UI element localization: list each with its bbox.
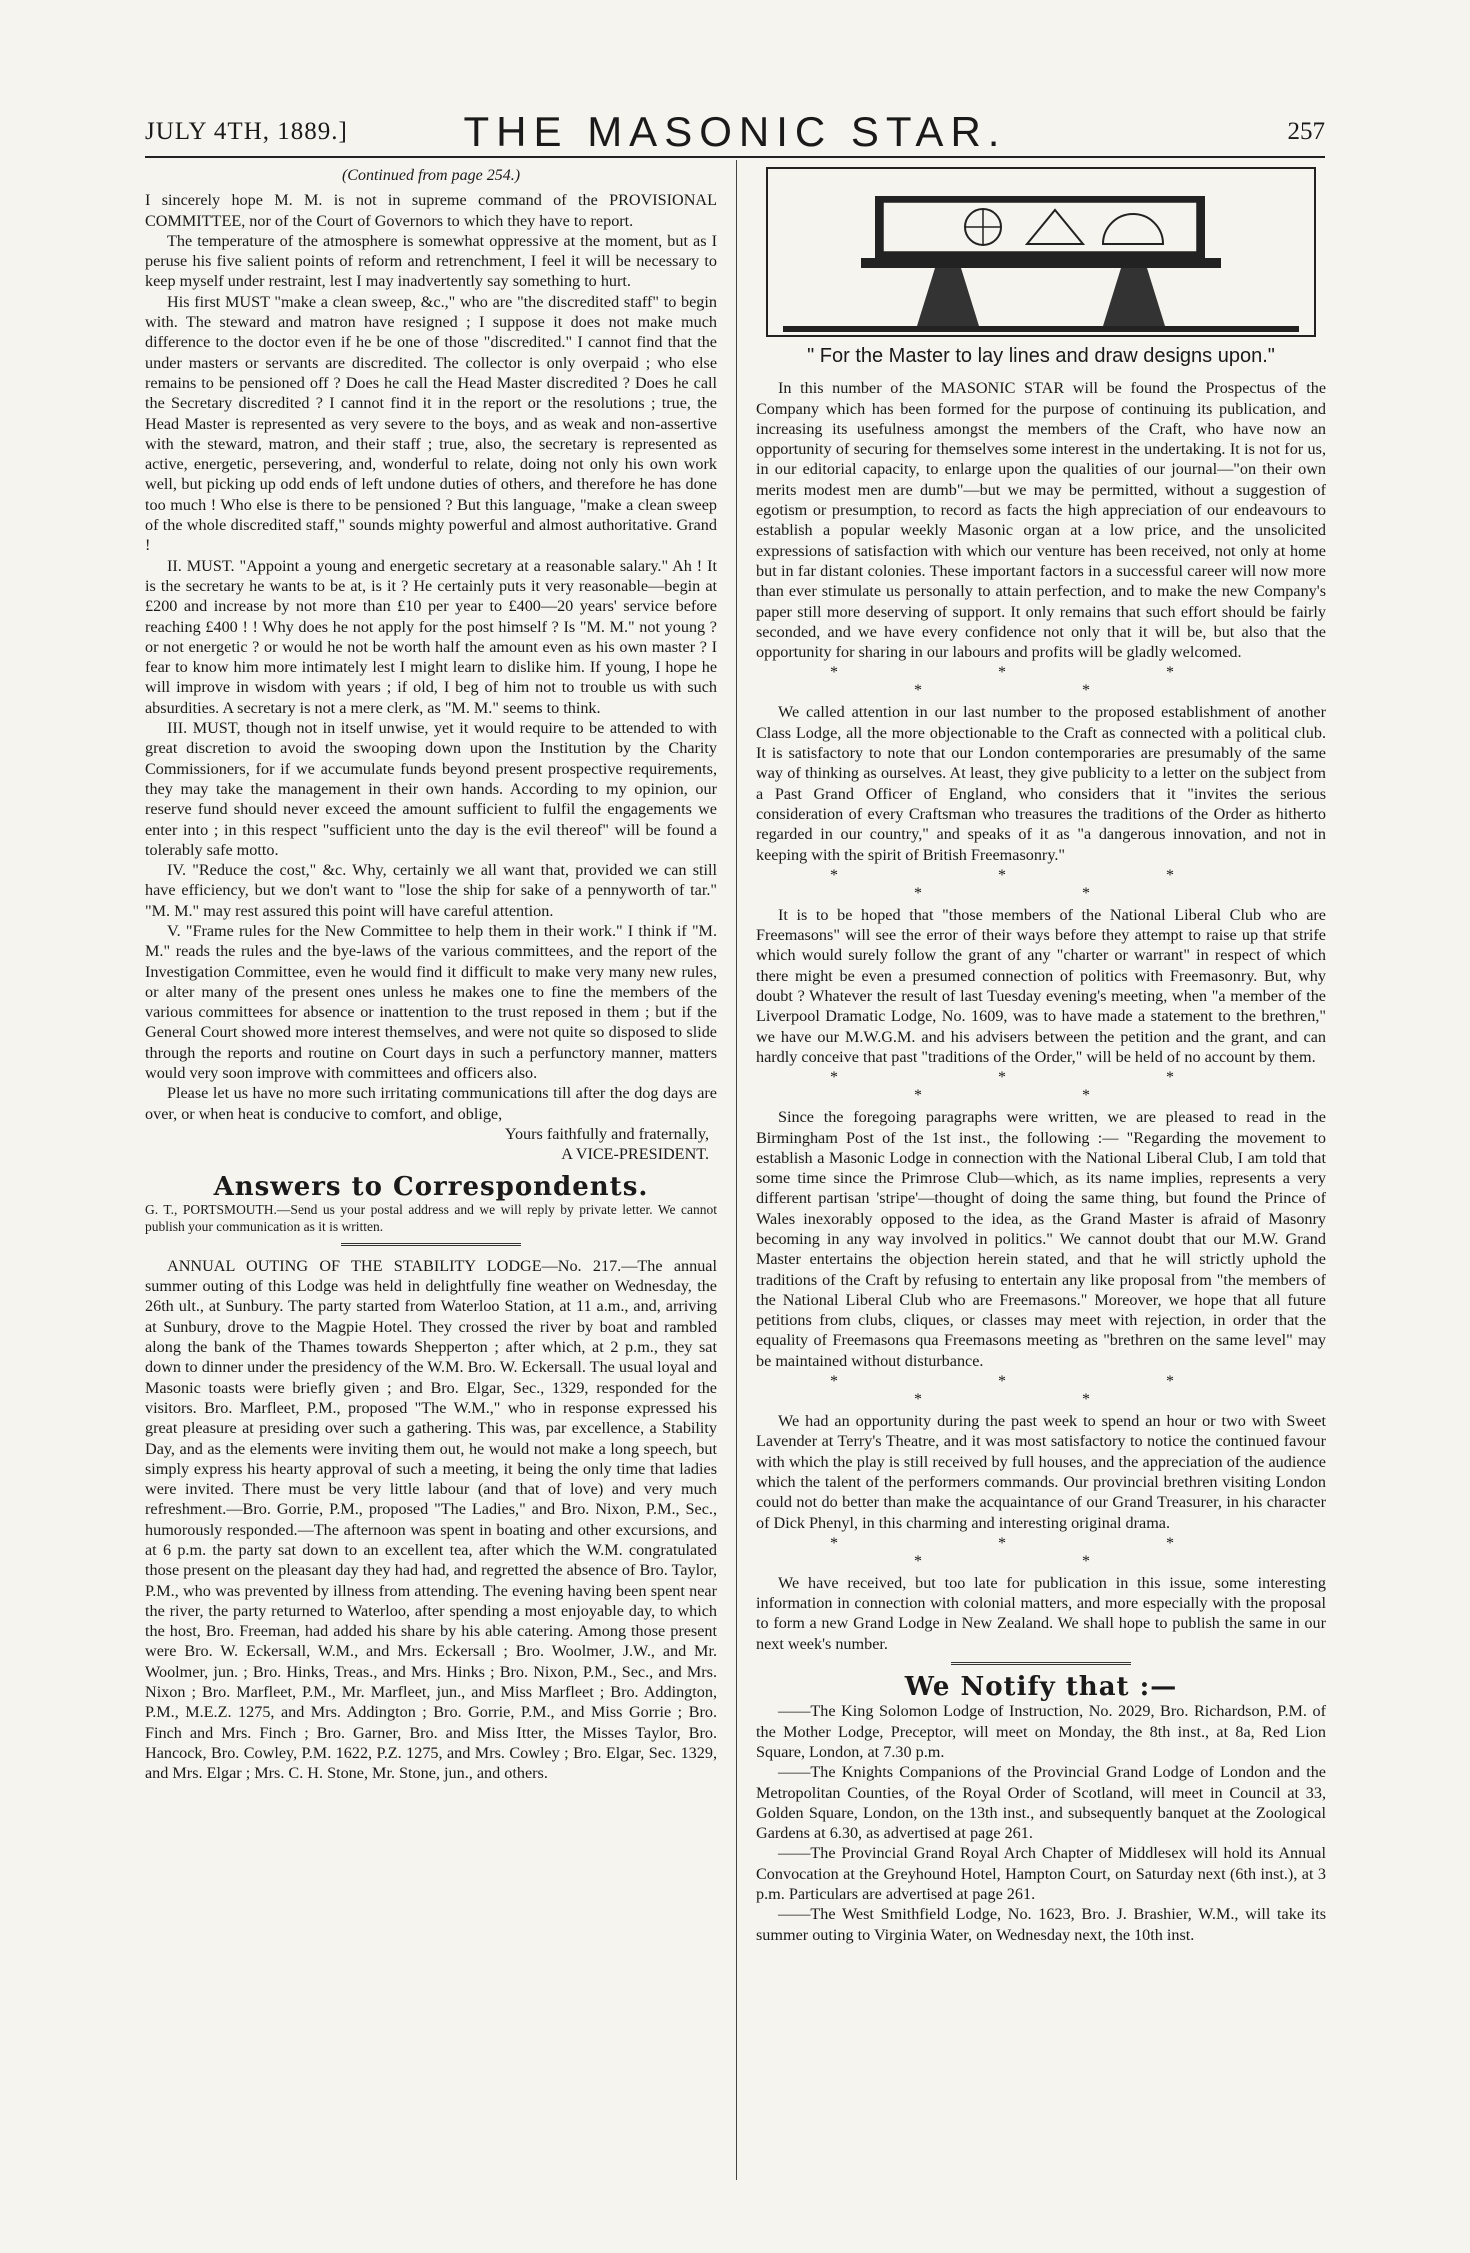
trestle-caption: " For the Master to lay lines and draw designs upon." bbox=[807, 345, 1275, 367]
trestle-board-icon bbox=[765, 166, 1317, 338]
publication-title: THE MASONIC STAR. bbox=[463, 108, 1007, 155]
letter-closing: Yours faithfully and fraternally, bbox=[504, 1124, 709, 1143]
letter-paragraph: V. "Frame rules for the New Committee to help them in their work." I think if "M. M." reads the rules and the bye-laws of the various committees, and the report of the Investigation Committee, even he would find it difficult to make very many new rules, or alter many of the present ones unless he makes one to fine the members of the various committees for absence or inattention to the trust reposed in them ; but if the General Court showed more interest themselves, and were not quite so disposed to slide through the reports and routine on Court days in such a perfunctory manner, matters would very soon improve with committees and officers also. bbox=[145, 921, 717, 1083]
masthead-rule bbox=[145, 156, 1325, 158]
section-rule bbox=[951, 1662, 1131, 1665]
editorial-paragraph: Since the foregoing paragraphs were written, we are pleased to read in the Birmingham Post of the 1st inst., the following :— "Regarding the movement to establish a Masonic Lodge in connection with the National Liberal Club, I am told that some time since the Primrose Club—which, as its name implies, represents a very different partisan 'stripe'—thought of doing the same thing, but found the Prince of Wales inexorably opposed to the idea, as the Grand Master is afraid of Masonry becoming in any way involved in politics." We cannot doubt that our M.W. Grand Master entertains the objection herein stated, and that he will strictly uphold the traditions of the Craft by refusing to entertain any like proposal from "the members of the National Liberal Club who are Freemasons." Moreover, we hope that all future petitions from clubs, cliques, or classes may meet with rejection, in order that the equality of Freemasons qua Freemasons meeting as "brethren on the same level" may be maintained without disturbance. bbox=[756, 1108, 1326, 1370]
notice-item: ——The Knights Companions of the Provincial Grand Lodge of London and the Metropolitan Counties, of the Royal Order of Scotland, will meet in Council at 33, Golden Square, London, on the 13th inst., and subsequently banquet at the Zoological Gardens at 6.30, as advertised at page 261. bbox=[756, 1763, 1326, 1843]
outing-report: ANNUAL OUTING OF THE STABILITY LODGE—No. 217.—The annual summer outing of this Lodge was held in delightfully fine weather on Wednesday, the 26th ult., at Sunbury. The party started from Waterloo Station, at 11 a.m., and, arriving at Sunbury, drove to the Magpie Hotel. They crossed the river by boat and rambled along the bank of the Thames towards Shepperton ; after which, at 2 p.m., they sat down to dinner under the presidency of the W.M. Bro. W. Eckersall. The usual loyal and Masonic toasts were briefly given ; and Bro. Elgar, Sec., 1329, responded for the visitors. Bro. Marfleet, P.M., proposed "The W.M.," who in response expressed his great pleasure at presiding over such a gathering. This was, par excellence, a Stability Day, and as the elements were inviting them out, he would not make a long speech, but simply express his hearty approval of such a meeting, it being the only time that ladies were invited. There must be very little labour (and that of love) and very much refreshment.—Bro. Gorrie, P.M., proposed "The Ladies," and Bro. Nixon, P.M., Sec., humorously responded.—The afternoon was spent in boating and other excursions, and at 6 p.m. the party sat down to an excellent tea, after which the W.M. congratulated those present on the pleasant day they had had, and regretted the absence of Bro. Taylor, P.M., who was prevented by illness from attending. The evening having been spent near the river, the party returned to Waterloo, after spending a most enjoyable day, to which the host, Bro. Freeman, had added his share by his able catering. Among those present were Bro. W. Eckersall, W.M., and Mrs. Eckersall ; Bro. Woolmer, J.W., and Mr. Woolmer, jun. ; Bro. Hinks, Treas., and Mrs. Hinks ; Bro. Nixon, P.M., Sec., and Mrs. Nixon ; Bro. Marfleet, P.M., Mr. Marfleet, jun., and Miss Marfleet ; Bro. Addington, P.M., M.E.Z. 1275, and Mrs. Addington ; Bro. Gorrie, P.M., and Miss Gorrie ; Bro. Finch and Mrs. Finch ; Bro. Garner, Bro. and Miss Itter, the Misses Taylor, Bro. Hancock, Bro. Cowley, P.M. 1622, P.Z. 1275, and Mrs. Cowley ; Bro. Elgar, Sec. 1329, and Mrs. Elgar ; Mrs. C. H. Stone, Mr. Stone, jun., and others. bbox=[145, 1256, 717, 1783]
letter-paragraph: II. MUST. "Appoint a young and energetic secretary at a reasonable salary." Ah ! It is the secretary he wants to be at, is it ? He certainly puts it very reasonable—begin at £200 and increase by not more than £10 per year to £400—20 years' service before reaching £400 ! ! Why does he not apply for the post himself ? Is "M. M." not young ? or not energetic ? or would he not be worth half the amount even as his own master ? I fear to know him more intimately lest I might learn to dislike him. If young, I hope he will improve in wisdom with years ; if old, I beg of him not to trouble us with such absurdities. A secretary is not a mere clerk, as "M. M." seems to think. bbox=[145, 556, 717, 717]
left-column bbox=[145, 166, 717, 1784]
letter-paragraph: I sincerely hope M. M. is not in supreme command of the PROVISIONAL COMMITTEE, nor of the Court of Governors to which they have to report. bbox=[145, 191, 717, 230]
letter-paragraph: His first MUST "make a clean sweep, &c.," who are "the discredited staff" to begin with. The steward and matron have resigned ; I suppose it does not make much difference to the doctor even if he be one of those "discredited." I cannot find that the under masters or servants are discredited. The collector is only overpaid ; who else remains to be pensioned off ? Does he call the Head Master discredited ? Does he call the Secretary discredited ? I cannot find it in the report or the resolutions ; true, the Head Master is represented as very severe to the boys, and as weak and non-assertive with the steward, matron, and their staff ; true, also, the secretary is represented as active, energetic, persevering, and, wonderful to relate, doing not only his own work well, but picking up odd ends of left undone duties of others, and therefore he has done too much ! Who else is there to be pensioned ? But this language, "make a clean sweep of the whole discredited staff," sounds mighty powerful and almost authoritative. Grand ! bbox=[145, 292, 717, 555]
editorial-paragraph: In this number of the MASONIC STAR will be found the Prospectus of the Company which has been formed for the purpose of continuing its publication, and increasing its usefulness amongst the members of the Craft, who have now an opportunity of securing for themselves some interest in the undertaking. It is not for us, in our editorial capacity, to enlarge upon the qualities of our journal—"on their own merits modest men are dumb"—but we may be permitted, without a suggestion of egotism or presumption, to record as facts the high appreciation of our endeavours to establish a popular weekly Masonic organ at a low price, and the unsolicited expressions of satisfaction with which our venture has been received, not only at home but in far distant colonies. These important factors in a successful career will now more than ever stimulate us personally to attain perfection, and to make the new Company's paper still more deserving of support. It only remains that such effort should be fairly seconded, and we have every confidence not only that it will be, but also that the opportunity for sharing in our labours and profits will be gladly welcomed. bbox=[756, 379, 1326, 662]
editorial-paragraph: We called attention in our last number to the proposed establishment of another Class Lodge, all the more objectionable to the Craft as connected with a political club. It is satisfactory to note that our London contemporaries are presumably of the same way of thinking as ourselves. At least, they give publicity to a letter on the subject from a Past Grand Officer of England, who considers that it "invites the serious consideration of every Craftsman who treasures the traditions of the Order as hitherto regarded in our country," and speaks of it as "a dangerous innovation, and not in keeping with the spirit of British Freemasonry." bbox=[756, 703, 1326, 864]
editorial-paragraph: We have received, but too late for publication in this issue, some interesting information in connection with colonial matters, and more especially with the proposal to form a new Grand Lodge in New Zealand. We shall hope to publish the same in our next week's number. bbox=[756, 1573, 1326, 1653]
masthead bbox=[145, 108, 1325, 154]
notice-item: ——The King Solomon Lodge of Instruction, No. 2029, Bro. Richardson, P.M. of the Mother Lodge, Preceptor, will meet on Monday, the 8th inst., at 8a, Red Lion Square, London, at 7.30 p.m. bbox=[756, 1702, 1326, 1761]
notice-item: ——The Provincial Grand Royal Arch Chapter of Middlesex will hold its Annual Convocation at the Greyhound Hotel, Hampton Court, on Saturday next (6th inst.), at 3 p.m. Particulars are advertised at page 261. bbox=[756, 1844, 1326, 1903]
letter-paragraph: III. MUST, though not in itself unwise, yet it would require to be attended to with great discretion to avoid the swooping down upon the Institution by the Charity Commissioners, for if we accumulate funds beyond present prospective requirements, they may take the management in their own hands. According to my opinion, our reserve fund should never exceed the amount sufficient to fulfil the engagements we enter into ; in this respect "sufficient unto the day is the evil thereof" will be found a tolerably safe motto. bbox=[145, 719, 717, 859]
letter-paragraph: IV. "Reduce the cost," &c. Why, certainly we all want that, provided we can still have efficiency, but we don't want to "lose the ship for sake of a pennyworth of tar." "M. M." may rest assured this point will have careful attention. bbox=[145, 861, 717, 920]
issue-date: JULY 4TH, 1889.] bbox=[145, 118, 348, 145]
answers-heading: Answers to Correspondents. bbox=[213, 1171, 649, 1202]
editorial-paragraph: We had an opportunity during the past week to spend an hour or two with Sweet Lavender at Terry's Theatre, and it was most satisfactory to notice the continued favour with which the play is still received by full houses, and the appreciation of the audience which the talent of the performers commands. Our provincial brethren visiting London could not do better than make the acquaintance of our Grand Treasurer, in his character of Dick Phenyl, in this charming and interesting original drama. bbox=[756, 1412, 1326, 1532]
star-separator: * * * * * bbox=[830, 1534, 1252, 1570]
letter-paragraph: The temperature of the atmosphere is somewhat oppressive at the moment, but as I peruse his five salient points of reform and retrenchment, I feel it will be necessary to keep myself under restraint, lest I may inadvertently say something to hurt. bbox=[145, 231, 717, 291]
continued-note: (Continued from page 254.) bbox=[341, 167, 521, 184]
notify-heading: We Notify that :— bbox=[904, 1672, 1178, 1703]
star-separator: * * * * * bbox=[830, 1069, 1252, 1105]
notice-item: ——The West Smithfield Lodge, No. 1623, Bro. J. Brashier, W.M., will take its summer outing to Virginia Water, on Wednesday next, the 10th inst. bbox=[756, 1905, 1326, 1944]
star-separator: * * * * * bbox=[830, 866, 1252, 902]
section-rule bbox=[341, 1243, 521, 1246]
letter-signature: A VICE-PRESIDENT. bbox=[561, 1145, 709, 1164]
page-number: 257 bbox=[1287, 118, 1325, 145]
star-separator: * * * * * bbox=[830, 664, 1252, 700]
column-divider bbox=[736, 160, 737, 2180]
editorial-paragraph: It is to be hoped that "those members of the National Liberal Club who are Freemasons" will see the error of their ways before they attempt to raise up that strife which would surely follow the grant of any "charter or warrant" in respect of which there might be even a presumed connection of politics with Freemasonry. But, why doubt ? Whatever the result of last Tuesday evening's meeting, when "a member of the Liverpool Dramatic Lodge, No. 1609, was to have made a statement to the brethren," we have our M.W.G.M. and his advisers between the petition and the grant, and can hardly conceive that past "traditions of the Order," will be held of no account by them. bbox=[756, 905, 1326, 1066]
star-separator: * * * * * bbox=[830, 1373, 1252, 1409]
letter-paragraph: Please let us have no more such irritating communications till after the dog days are over, or when heat is conducive to comfort, and oblige, bbox=[145, 1084, 717, 1123]
answers-text: G. T., PORTSMOUTH.—Send us your postal address and we will reply by private letter. We cannot publish your communication as it is written. bbox=[145, 1201, 717, 1234]
trestle-board-illustration bbox=[765, 166, 1317, 338]
right-column bbox=[756, 166, 1326, 1945]
